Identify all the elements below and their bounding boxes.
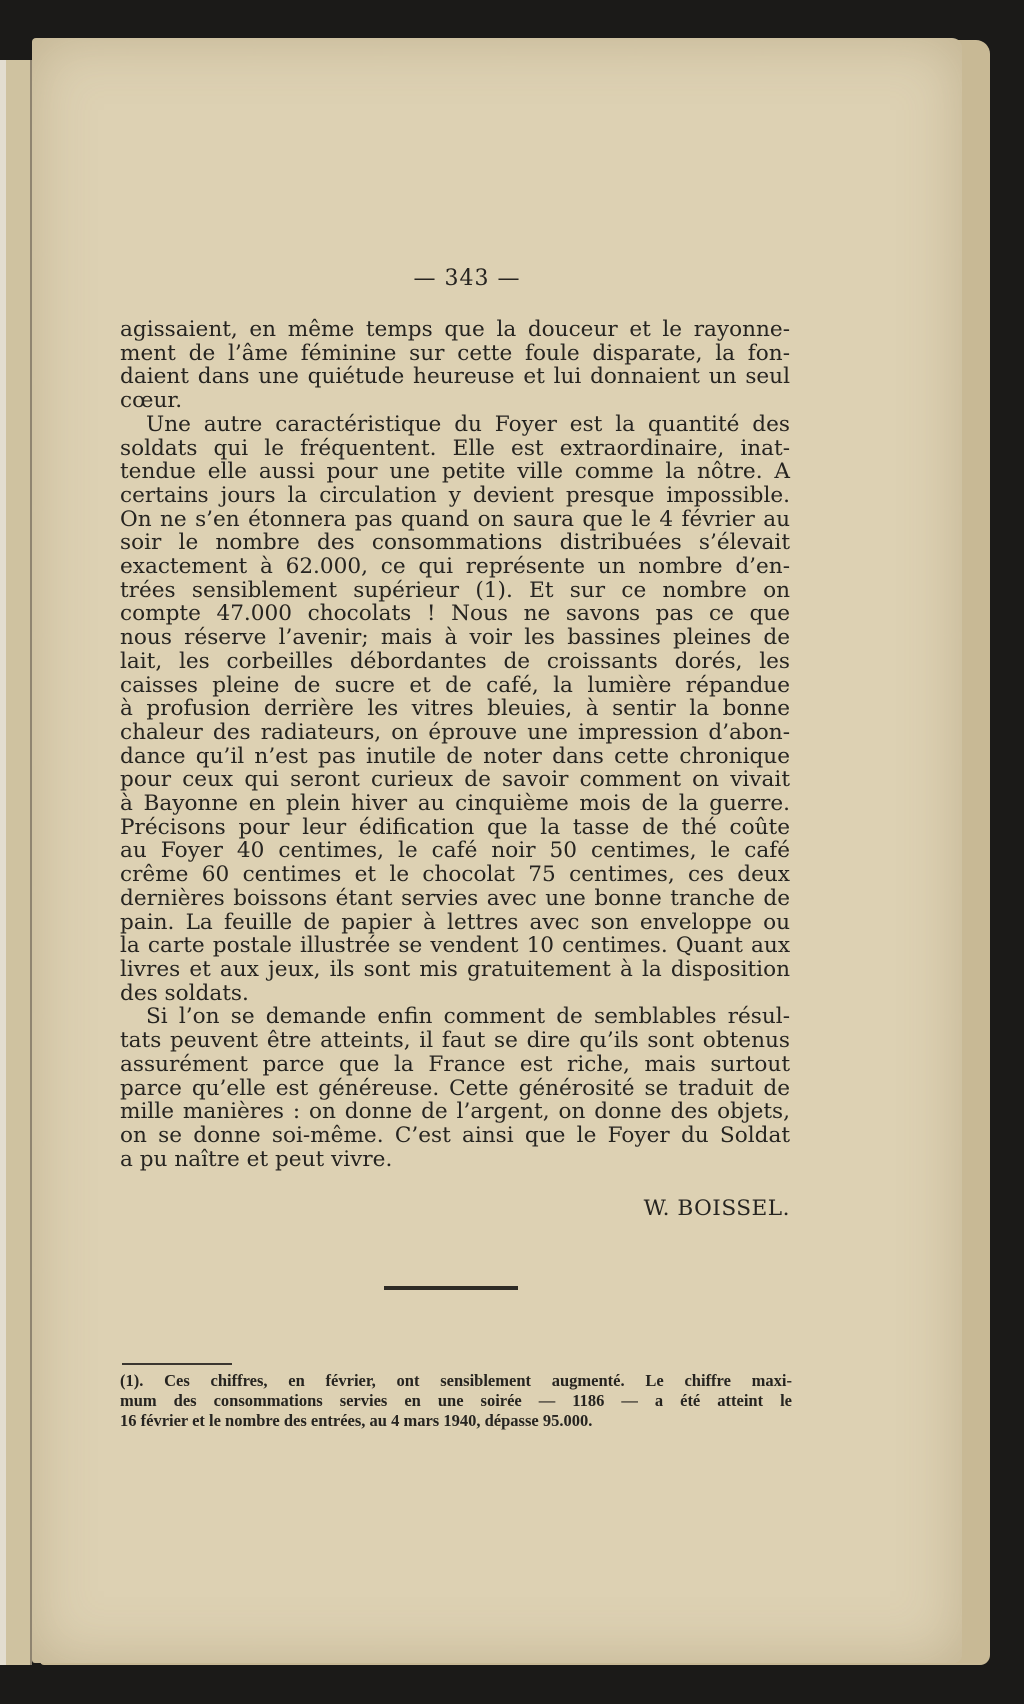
text-line: daient dans une quiétude heureuse et lui donnaient un seul (120, 364, 790, 390)
footnote-line: mum des consommations servies en une soirée — 1186 — a été atteint le (120, 1391, 792, 1410)
text-line: lait, les corbeilles débordantes de croissants dorés, les (120, 648, 790, 674)
text-line: a pu naître et peut vivre. (120, 1146, 393, 1172)
text-line: certains jours la circulation y devient presque impossible. (120, 482, 790, 508)
text-line: exactement à 62.000, ce qui représente un nombre d’en- (120, 554, 790, 580)
text-line: Une autre caractéristique du Foyer est la quantité des (146, 411, 790, 437)
book-page (32, 38, 962, 1663)
author-signature: W. BOISSEL. (643, 1196, 790, 1221)
text-line: la carte postale illustrée se vendent 10 centimes. Quant aux (120, 933, 790, 959)
text-line: nous réserve l’avenir; mais à voir les bassines pleines de (120, 625, 790, 651)
footnote-line: 16 février et le nombre des entrées, au 4 mars 1940, dépasse 95.000. (120, 1411, 593, 1430)
text-line: On ne s’en étonnera pas quand on saura que le 4 février au (120, 506, 790, 532)
text-line: au Foyer 40 centimes, le café noir 50 centimes, le café (120, 838, 790, 864)
text-line: ment de l’âme féminine sur cette foule disparate, la fon- (120, 340, 790, 366)
text-line: tats peuvent être atteints, il faut se dire qu’ils sont obtenus (120, 1028, 790, 1054)
text-line: soldats qui le fréquentent. Elle est extraordinaire, inat- (120, 435, 790, 461)
text-line: trées sensiblement supérieur (1). Et sur ce nombre on (120, 577, 790, 603)
text-line: à profusion derrière les vitres bleuies, à sentir la bonne (120, 696, 790, 722)
text-line: Précisons pour leur édification que la tasse de thé coûte (120, 814, 790, 840)
text-line: compte 47.000 chocolats ! Nous ne savons pas ce que (120, 601, 790, 627)
footnote-separator (122, 1363, 232, 1365)
text-line: tendue elle aussi pour une petite ville comme la nôtre. A (120, 459, 790, 485)
footnote-line: (1). Ces chiffres, en février, ont sensiblement augmenté. Le chiffre maxi- (120, 1371, 792, 1390)
section-end-rule (384, 1286, 518, 1290)
body-text (120, 318, 790, 1171)
text-line: agissaient, en même temps que la douceur et le rayonne- (120, 317, 790, 342)
text-line: soir le nombre des consommations distribuées s’élevait (120, 530, 790, 556)
text-line: Si l’on se demande enfin comment de semblables résul- (146, 1004, 790, 1030)
text-line: pour ceux qui seront curieux de savoir comment on vivait (120, 767, 790, 793)
footnote (120, 1371, 792, 1431)
text-line: assurément parce que la France est riche, mais surtout (120, 1051, 790, 1077)
text-line: caisses pleine de sucre et de café, la lumière répandue (120, 672, 790, 698)
page-number: — 343 — (413, 266, 521, 291)
text-line: des soldats. (120, 980, 249, 1006)
text-line: on se donne soi-même. C’est ainsi que le Foyer du Soldat (120, 1122, 790, 1148)
text-line: mille manières : on donne de l’argent, on donne des objets, (120, 1099, 790, 1125)
text-line: chaleur des radiateurs, on éprouve une impression d’abon- (120, 719, 790, 745)
text-line: crême 60 centimes et le chocolat 75 centimes, ces deux (120, 862, 790, 888)
text-line: pain. La feuille de papier à lettres avec son enveloppe ou (120, 909, 790, 935)
text-line: livres et aux jeux, ils sont mis gratuitement à la disposition (120, 956, 790, 982)
text-line: dernières boissons étant servies avec une bonne tranche de (120, 885, 790, 911)
text-line: cœur. (120, 388, 183, 414)
text-line: parce qu’elle est généreuse. Cette générosité se traduit de (120, 1075, 790, 1101)
adjacent-page-edge (0, 60, 32, 1665)
text-line: dance qu’il n’est pas inutile de noter dans cette chronique (120, 743, 790, 769)
text-line: à Bayonne en plein hiver au cinquième mois de la guerre. (120, 791, 790, 817)
